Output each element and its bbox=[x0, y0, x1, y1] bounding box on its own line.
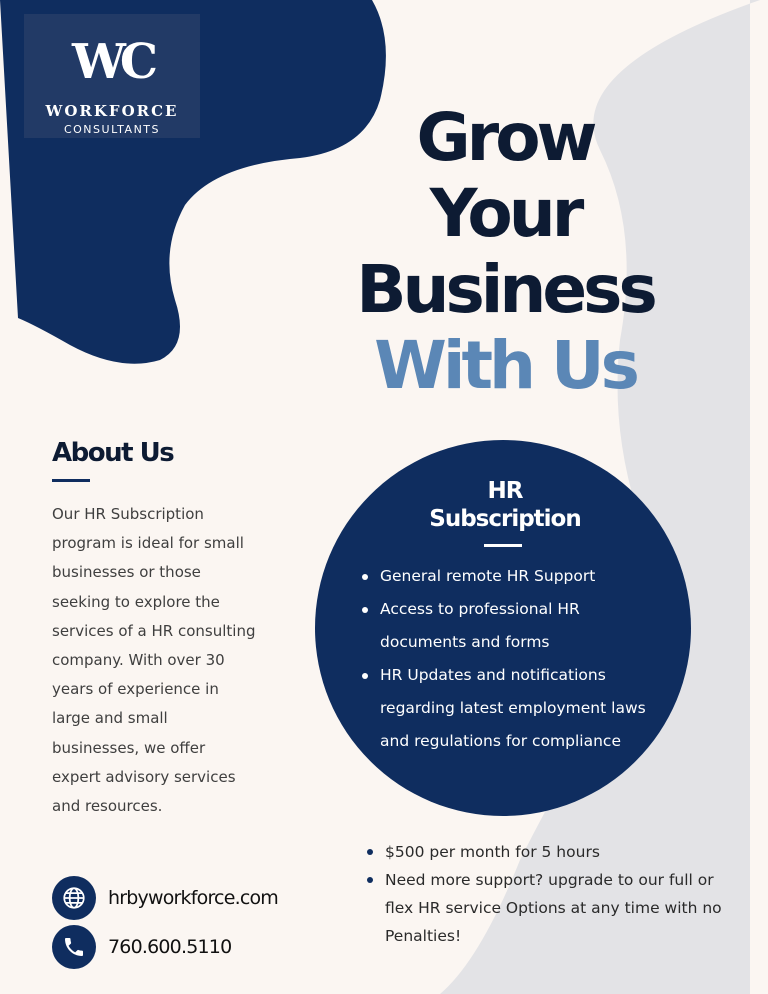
globe-icon bbox=[52, 876, 96, 920]
hr-divider bbox=[484, 544, 522, 547]
phone-contact[interactable] bbox=[52, 925, 231, 969]
headline-line-4: With Us bbox=[374, 327, 636, 404]
headline bbox=[320, 100, 690, 404]
logo-tagline: CONSULTANTS bbox=[63, 123, 161, 136]
website-link[interactable]: hrbyworkforce.com bbox=[108, 887, 278, 909]
headline-line-1: Grow bbox=[416, 99, 594, 176]
hr-feature-item: HR Updates and notifications regarding latest employment laws and regulations for compliance bbox=[360, 659, 670, 758]
hr-subscription-title bbox=[360, 477, 650, 533]
about-title: About Us bbox=[52, 438, 174, 468]
headline-line-2: Your bbox=[429, 175, 581, 252]
logo-monogram: WC bbox=[71, 34, 153, 90]
phone-icon bbox=[52, 925, 96, 969]
hr-feature-item: Access to professional HR documents and forms bbox=[360, 593, 670, 659]
about-body: Our HR Subscription program is ideal for small businesses or those seeking to explore the services of a HR consulting company. With over 30 years of experience in large and small businesses, we offer expert advisory services and resources. bbox=[52, 505, 256, 816]
hr-title-line-2: Subscription bbox=[429, 506, 581, 532]
headline-line-3: Business bbox=[356, 251, 654, 328]
about-divider bbox=[52, 479, 90, 482]
phone-number[interactable]: 760.600.5110 bbox=[108, 936, 232, 958]
hr-title-line-1: HR bbox=[487, 478, 523, 504]
hr-feature-item: General remote HR Support bbox=[360, 560, 670, 593]
pricing-item: Need more support? upgrade to our full or flex HR service Options at any time with no Penalties! bbox=[365, 866, 725, 950]
company-logo bbox=[24, 14, 200, 138]
logo-company-name: WORKFORCE bbox=[45, 102, 179, 120]
pricing-item: $500 per month for 5 hours bbox=[365, 838, 725, 866]
hr-feature-list bbox=[360, 560, 670, 758]
website-contact[interactable] bbox=[52, 876, 278, 920]
pricing-list bbox=[365, 838, 725, 950]
